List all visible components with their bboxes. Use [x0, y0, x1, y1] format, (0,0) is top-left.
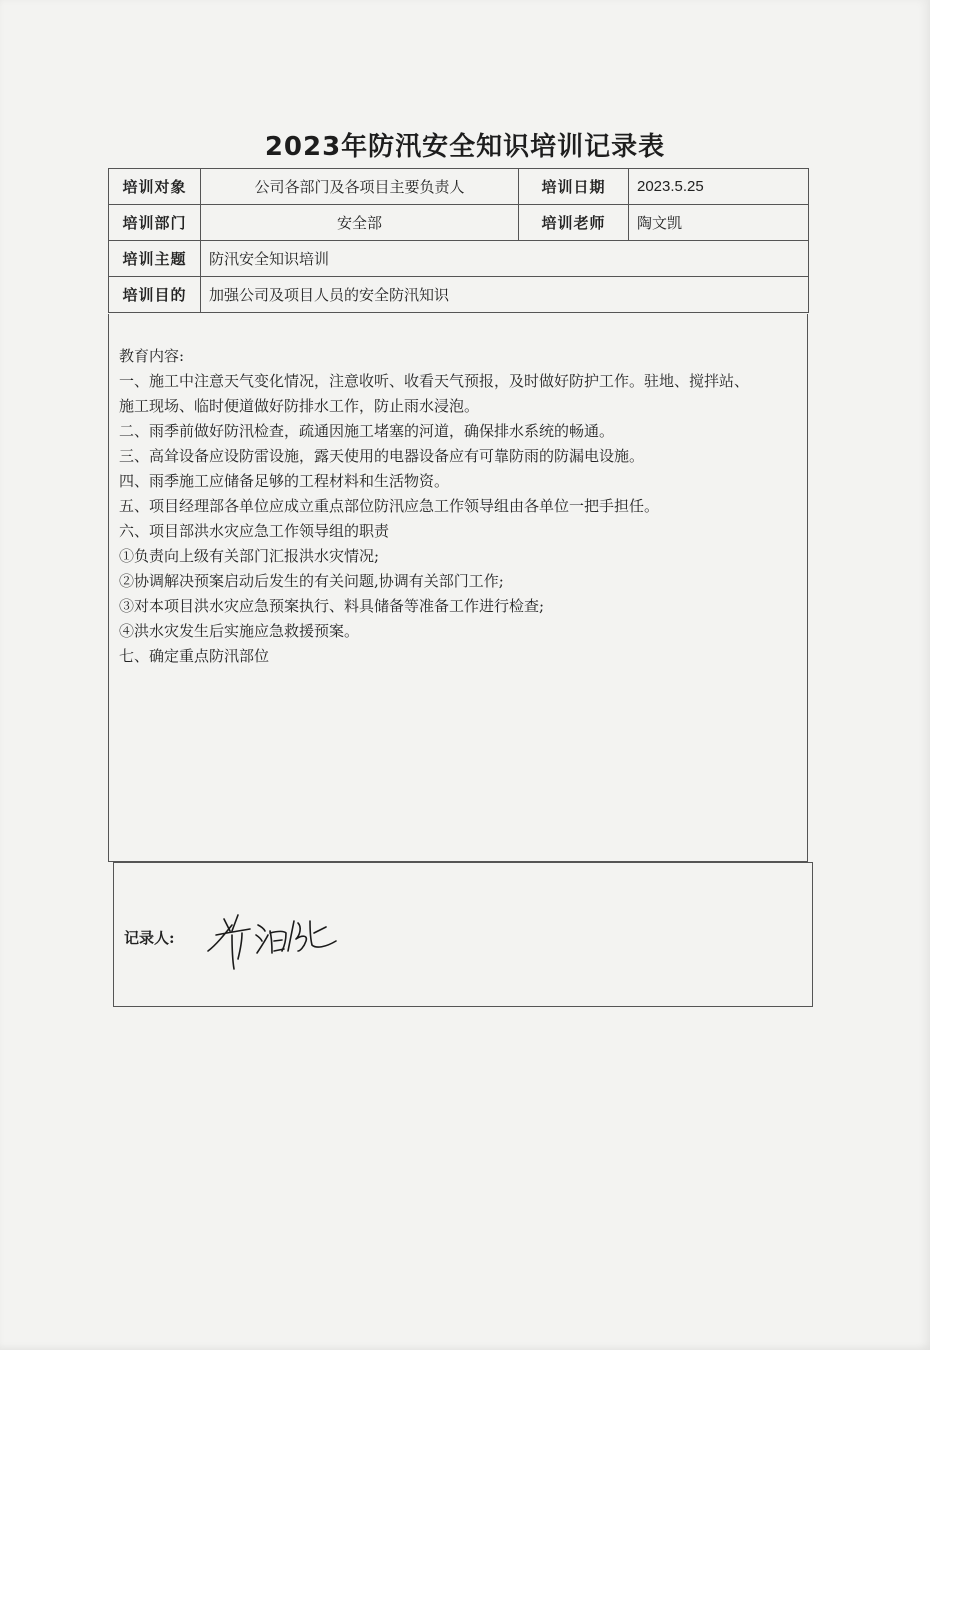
content-line: 五、项目经理部各单位应成立重点部位防汛应急工作领导组由各单位一把手担任。 [119, 497, 660, 515]
topic-value: 防汛安全知识培训 [201, 241, 809, 277]
content-line: 一、施工中注意天气变化情况，注意收听、收看天气预报，及时做好防护工作。驻地、搅拌站、 [119, 372, 750, 390]
content-line: 二、雨季前做好防汛检查，疏通因施工堵塞的河道，确保排水系统的畅通。 [119, 422, 615, 440]
content-line: ③对本项目洪水灾应急预案执行、料具储备等准备工作进行检查; [119, 597, 545, 615]
content-line: 三、高耸设备应设防雷设施，露天使用的电器设备应有可靠防雨的防漏电设施。 [119, 447, 645, 465]
content-line: 四、雨季施工应储备足够的工程材料和生活物资。 [119, 472, 450, 490]
date-label: 培训日期 [519, 169, 629, 205]
dept-value: 安全部 [201, 205, 519, 241]
content-line: ①负责向上级有关部门汇报洪水灾情况; [119, 547, 380, 565]
purpose-value: 加强公司及项目人员的安全防汛知识 [201, 277, 809, 313]
recorder-section [113, 862, 813, 1007]
content-line: 施工现场、临时便道做好防排水工作，防止雨水浸泡。 [119, 397, 480, 415]
education-content-section [108, 314, 808, 862]
table-row [109, 205, 809, 241]
content-line: 七、确定重点防汛部位 [119, 647, 270, 665]
content-line: ④洪水灾发生后实施应急救援预案。 [119, 622, 360, 640]
table-row [109, 169, 809, 205]
date-value: 2023.5.25 [629, 169, 809, 205]
table-row [109, 277, 809, 313]
teacher-value: 陶文凯 [629, 205, 809, 241]
recorder-label: 记录人: [124, 929, 175, 947]
content-lines [119, 369, 797, 669]
page-title: 2023年防汛安全知识培训记录表 [264, 132, 666, 162]
training-info-table [108, 168, 809, 313]
dept-label: 培训部门 [109, 205, 201, 241]
target-value: 公司各部门及各项目主要负责人 [201, 169, 519, 205]
handwritten-signature [202, 905, 362, 975]
content-heading: 教育内容: [119, 347, 185, 365]
table-row [109, 241, 809, 277]
topic-label: 培训主题 [109, 241, 201, 277]
teacher-label: 培训老师 [519, 205, 629, 241]
content-line: ②协调解决预案启动后发生的有关问题,协调有关部门工作; [119, 572, 504, 590]
target-label: 培训对象 [109, 169, 201, 205]
purpose-label: 培训目的 [109, 277, 201, 313]
content-line: 六、项目部洪水灾应急工作领导组的职责 [119, 522, 390, 540]
